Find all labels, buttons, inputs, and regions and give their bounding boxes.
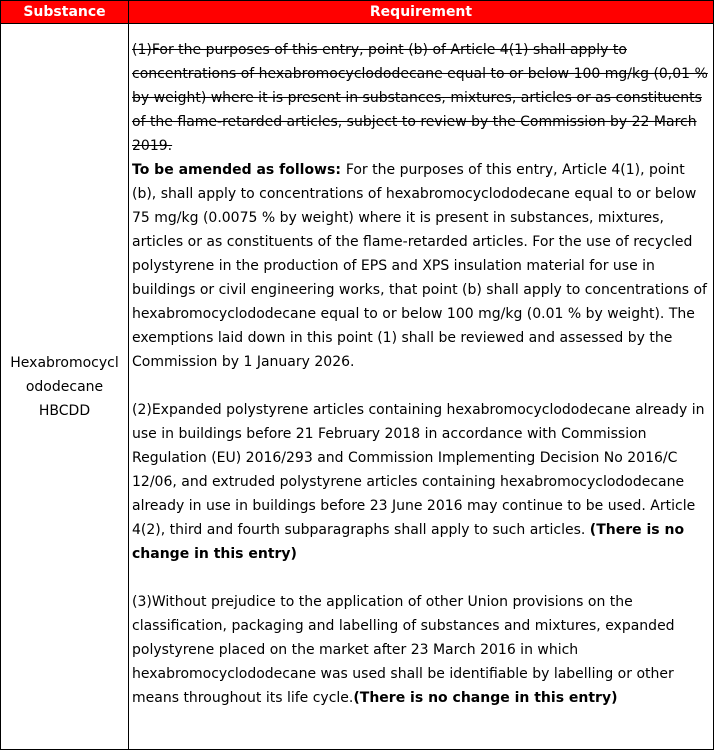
substance-name-line2: ododecane	[25, 378, 104, 395]
substance-column-header: Substance	[1, 1, 129, 24]
point-2-text	[132, 398, 713, 566]
point-1-amended-text	[132, 158, 713, 374]
point-1-deleted-text	[132, 38, 713, 158]
point-3-body: (3)Without prejudice to the application of other Union provisions on the classification, packaging and labelling of substances and mixtures, expanded polystyrene placed on the market after 23 March 2016 in which hexabromocyclododecane was used shall be identifiable by labelling or other means throughout its life cycle.	[132, 594, 675, 706]
table-row	[1, 24, 714, 750]
point-3-no-change-note: (There is no change in this entry)	[353, 690, 618, 706]
amendment-label: To be amended as follows:	[132, 162, 346, 178]
point-2-no-change-note: (There is no change in this entry)	[132, 522, 685, 562]
point-3-text	[132, 590, 713, 710]
point-2-body: (2)Expanded polystyrene articles containing hexabromocyclododecane already in use in buildings before 21 February 2018 in accordance with Commission Regulation (EU) 2016/293 and Commission Implementing Decision No 2016/C 12/06, and extruded polystyrene articles containing hexabromocyclododecane already in use in buildings before 23 June 2016 may continue to be used. Article 4(2), third and fourth subparagraphs shall apply to such articles.	[132, 402, 705, 538]
amendment-body: For the purposes of this entry, Article 4(1), point (b), shall apply to concentrations of hexabromocyclododecane equal to or below 75 mg/kg (0.0075 % by weight) where it is present in substances, mixtures, articles or as constituents of the flame-retarded articles. For the use of recycled polystyrene in the production of EPS and XPS insulation material for use in buildings or civil engineering works, that point (b) shall apply to concentrations of hexabromocyclododecane equal to or below 100 mg/kg (0.01 % by weight). The exemptions laid down in this point (1) shall be reviewed and assessed by the Commission by 1 January 2026.	[132, 162, 707, 370]
requirement-cell	[129, 24, 714, 750]
struck-text: (1)For the purposes of this entry, point (b) of Article 4(1) shall apply to concentrations of hexabromocyclododecane equal to or below 100 mg/kg (0,01 % by weight) where it is present in substances, mixtures, articles or as constituents of the flame-retarded articles, subject to review by the Commission by 22 March 2019.	[132, 42, 708, 154]
table-header-row	[1, 1, 714, 24]
substance-abbreviation: HBCDD	[38, 402, 91, 419]
requirement-column-header: Requirement	[129, 1, 714, 24]
substance-name-line1: Hexabromocycl	[10, 354, 119, 371]
substance-cell	[1, 24, 129, 750]
